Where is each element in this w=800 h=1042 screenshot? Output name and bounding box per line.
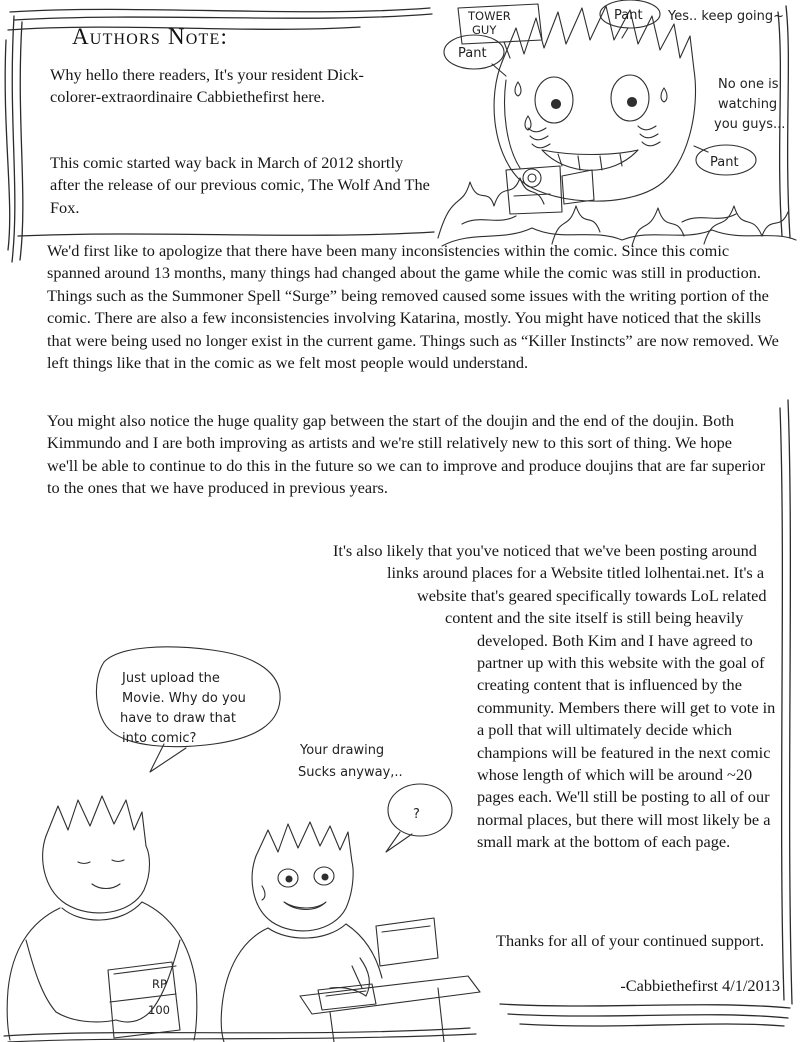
svg-text:Pant: Pant: [458, 46, 487, 61]
svg-text:100: 100: [148, 1003, 170, 1017]
svg-text:Sucks anyway,..: Sucks anyway,..: [298, 765, 403, 780]
svg-text:?: ?: [413, 807, 420, 822]
svg-text:RP: RP: [152, 977, 167, 991]
svg-text:into comic?: into comic?: [122, 731, 197, 746]
paragraph-intro: Why hello there readers, It's your resident Dick-colorer-extraordinaire Cabbiethefirst here.: [50, 65, 364, 107]
signature: -Cabbiethefirst 4/1/2013: [620, 976, 780, 995]
text-wrap-spacer: [47, 540, 477, 860]
paragraph-thanks: Thanks for all of your continued support.: [496, 931, 765, 950]
paragraph-website-wrap: [47, 540, 779, 860]
svg-text:have to draw that: have to draw that: [120, 711, 236, 726]
svg-text:GUY: GUY: [472, 23, 497, 37]
svg-text:Your drawing: Your drawing: [300, 743, 385, 758]
svg-text:Pant: Pant: [614, 8, 643, 23]
sketch-tower-guy: [432, 0, 800, 248]
svg-text:TOWER: TOWER: [468, 9, 511, 23]
page-title: Authors Note:: [72, 24, 229, 49]
svg-text:No one is: No one is: [718, 77, 779, 92]
svg-text:you guys...: you guys...: [714, 117, 786, 132]
svg-text:Pant: Pant: [710, 155, 739, 170]
paragraph-quality-gap: You might also notice the huge quality gap between the start of the doujin and the end of the doujin. Both Kimmundo and I are both improving as artists and we're still relatively new to this sort of thing. We hope we'll be able to continue to do this in the future so we can to improve and produce doujins that are far superior to the ones that we have produced in previous years.: [47, 411, 770, 498]
paragraph-apology: We'd first like to apologize that there have been many inconsistencies within the comic. Since this comic spanned around 13 months, many things had changed about the game while the comic was still in production. Things such as the Summoner Spell “Surge” being removed caused some issues with the writing portion of the comic. There are also a few inconsistencies involving Katarina, mostly. You might have noticed that the skills that were being used no longer exist in the current game. Things such as “Killer Instincts” are now removed. We left things like that in the comic as we felt most people would understand.: [47, 241, 783, 373]
paragraph-comic-started: This comic started way back in March of 2012 shortly after the release of our previous comic, The Wolf And The Fox.: [50, 153, 434, 217]
svg-text:Just upload the: Just upload the: [122, 671, 220, 686]
svg-text:Movie. Why do you: Movie. Why do you: [122, 691, 246, 706]
svg-text:watching: watching: [718, 97, 778, 112]
paragraph-website: It's also likely that you've noticed that we've been posting around links around places for a Website titled lolhentai.net. It's a website that's geared specifically towards LoL related content and the site itself is still being heavily developed. Both Kim and I have agreed to partner up with this website with the goal of creating content that is influenced by the community. Members there will get to vote in a poll that will ultimately decide which champions will be featured in the next comic whose length of which will be around ~20 pages each. We'll still be posting to all of our normal places, but there will most likely be a small mark at the bottom of each page.: [333, 541, 776, 852]
svg-text:Yes.. keep going~: Yes.. keep going~: [668, 9, 785, 24]
